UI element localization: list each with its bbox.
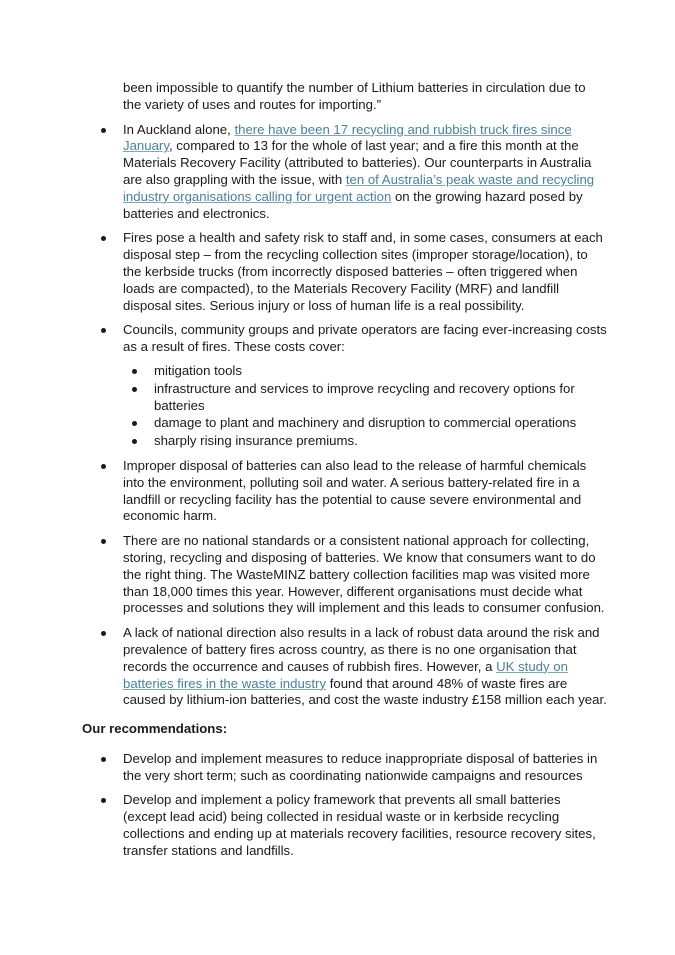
document-body	[82, 80, 607, 868]
bullet-text: found that around 48% of waste fires are caused by lithium-ion batteries, and cost the waste industry £158 million each year.	[123, 675, 607, 708]
list-item-data-gap	[82, 625, 607, 709]
bullet-text: Improper disposal of batteries can also lead to the release of harmful chemicals into the environment, polluting soil and water. A serious battery-related fire in a landfill or recycling facility has the potential to cause severe environmental and economic harm.	[123, 457, 587, 524]
recommendations-heading: Our recommendations:	[82, 721, 228, 737]
list-item-national-standards	[82, 533, 607, 617]
intro-continuation: been impossible to quantify the number of Lithium batteries in circulation due to the variety of uses and routes for importing.”	[123, 80, 586, 112]
list-item-auckland-fires	[82, 122, 607, 223]
bullet-text: Fires pose a health and safety risk to staff and, in some cases, consumers at each disposal step – from the recycling collection sites (improper storage/location), to the kerbside trucks (from incorrectly disposed batteries – often triggered when loads are compacted), to the Materials Recovery Facility (MRF) and landfill disposal sites. Serious injury or loss of human life is a real possibility.	[123, 230, 603, 313]
issue-list	[82, 122, 607, 710]
bullet-text: Councils, community groups and private operators are facing ever-increasing costs as a result of fires. These costs cover:	[123, 322, 607, 355]
bullet-text: A lack of national direction also results in a lack of robust data around the risk and prevalence of battery fires across country, as there is no one organisation that records the occurrence and causes of rubbish fires. However, a	[123, 625, 600, 674]
australia-urgent-action-link[interactable]: ten of Australia’s peak waste and recycling industry organisations calling for urgent action	[123, 171, 595, 204]
uk-study-link[interactable]: UK study on batteries fires in the waste industry	[123, 658, 568, 691]
recommendation-item: Develop and implement measures to reduce inappropriate disposal of batteries in the very short term; such as coordinating nationwide campaigns and resources	[82, 751, 607, 785]
list-item-costs	[82, 322, 607, 450]
bullet-text: , compared to 13 for the whole of last year; and a fire this month at the Materials Recovery Facility (attributed to batteries). Our counterparts in Australia are also grappling with the issue, with	[123, 138, 592, 187]
list-item-health-safety	[82, 230, 607, 314]
list-item-environment	[82, 458, 607, 525]
sub-item-infrastructure: infrastructure and services to improve recycling and recovery options for batteries	[123, 381, 607, 415]
truck-fires-link[interactable]: there have been 17 recycling and rubbish truck fires since January	[123, 121, 572, 154]
sub-item-insurance: sharply rising insurance premiums.	[123, 433, 607, 450]
bullet-text: There are no national standards or a consistent national approach for collecting, storing, recycling and disposing of batteries. We know that consumers want to do the right thing. The WasteMINZ battery collection facilities map was visited more than 18,000 times this year. However, different organisations must decide what processes and solutions they will implement and this leads to consumer confusion.	[123, 533, 605, 616]
sub-item-mitigation-tools: mitigation tools	[123, 363, 607, 380]
recommendation-item: Develop and implement a policy framework that prevents all small batteries (except lead acid) being collected in residual waste or in kerbside recycling collections and ending up at materials recovery facilities, resource recovery sites, transfer stations and landfills.	[82, 792, 607, 859]
sub-item-damage: damage to plant and machinery and disruption to commercial operations	[123, 415, 607, 432]
bullet-text: In Auckland alone,	[123, 121, 235, 137]
bullet-text: on the growing hazard posed by batteries and electronics.	[123, 188, 583, 221]
cost-sublist	[123, 363, 607, 450]
recommendations-list	[82, 751, 607, 860]
